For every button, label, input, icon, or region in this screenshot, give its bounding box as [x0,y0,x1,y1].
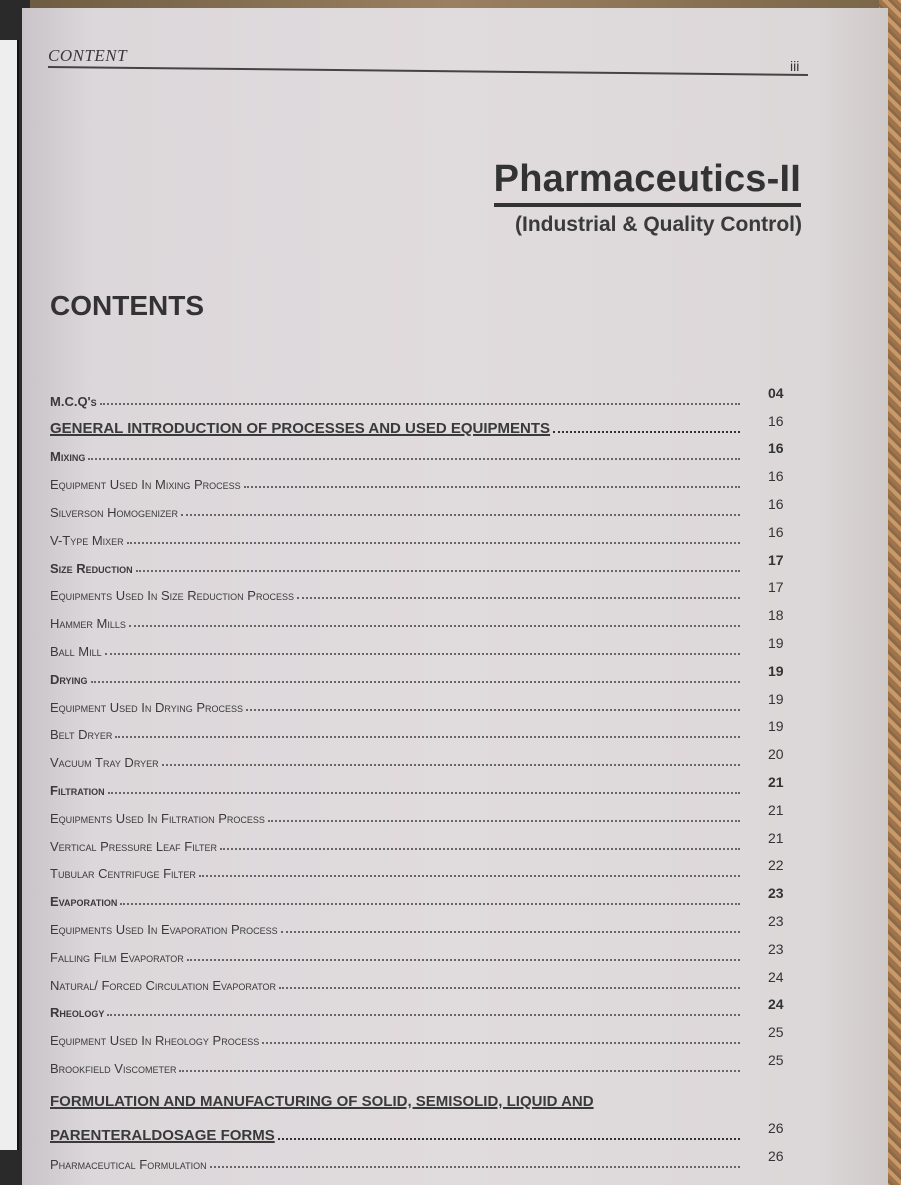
toc-entry-title: V-Type Mixer [50,532,124,548]
toc-entry [50,464,810,492]
dot-leader [199,875,740,877]
toc-entry-title: Natural/ Forced Circulation Evaporator [50,977,277,993]
document-page [22,8,888,1185]
dot-leader [244,486,740,488]
dot-leader [553,431,740,433]
toc-entry-page: 17 [768,551,784,568]
toc-entry-page: 25 [768,1051,784,1068]
toc-entry-title: Equipments Used In Filtration Process [50,810,265,826]
table-of-contents [50,381,810,1172]
toc-entry-page: 22 [768,857,784,874]
toc-entry-page: 16 [768,523,784,540]
toc-entry [50,742,810,770]
toc-entry [50,993,810,1021]
dot-leader [100,403,740,405]
dot-leader [129,625,740,627]
toc-entry-title: Equipment Used In Rheology Process [50,1033,260,1049]
toc-entry-page: 24 [768,968,784,985]
dot-leader [268,820,740,822]
toc-entry [50,1076,810,1110]
toc-entry-title: Evaporation [50,894,118,910]
toc-entry [50,492,810,520]
toc-entry [50,715,810,743]
toc-entry-page: 21 [768,801,784,818]
toc-entry-title: PARENTERALDOSAGE FORMS [50,1126,275,1144]
toc-entry-title: Vacuum Tray Dryer [50,755,159,771]
toc-entry-title: Brookfield Viscometer [50,1060,177,1076]
toc-entry-page: 19 [768,718,784,735]
toc-entry [50,659,810,687]
toc-entry [50,1020,810,1048]
toc-entry [50,798,810,826]
dot-leader [179,1070,740,1072]
toc-entry [50,909,810,937]
toc-entry-page: 16 [768,495,784,512]
toc-entry [50,409,810,437]
toc-entry-title: Mixing [50,449,86,465]
book-title: Pharmaceutics-II [494,158,801,207]
header-rule [48,66,808,76]
toc-entry [50,687,810,715]
dot-leader [297,597,740,599]
toc-entry-page: 19 [768,690,784,707]
toc-entry-title: Ball Mill [50,643,102,659]
dot-leader [115,736,740,738]
dot-leader [91,681,740,683]
toc-entry-page: 17 [768,579,784,596]
toc-entry-page: 21 [768,829,784,846]
toc-entry-title: GENERAL INTRODUCTION OF PROCESSES AND USED EQUIPMENTS [50,419,551,437]
toc-entry [50,937,810,965]
toc-entry-page: 20 [768,746,784,763]
toc-entry [50,770,810,798]
toc-entry [50,854,810,882]
toc-entry-page: 25 [768,1024,784,1041]
dot-leader [187,959,740,961]
dot-leader [120,903,740,905]
toc-entry-page: 18 [768,607,784,624]
toc-entry [50,631,810,659]
dot-leader [105,653,740,655]
dot-leader [108,792,740,794]
toc-entry [50,826,810,854]
dot-leader [181,514,740,516]
dot-leader [278,1138,740,1140]
toc-entry [50,381,810,409]
contents-heading: CONTENTS [50,290,204,321]
dot-leader [281,931,740,933]
toc-entry-page: 24 [768,996,784,1013]
toc-entry-page: 04 [768,384,784,401]
toc-entry-title: Falling Film Evaporator [50,949,184,965]
toc-entry-page: 16 [768,440,784,457]
toc-entry [50,1048,810,1076]
toc-entry-page: 26 [768,1119,784,1136]
toc-entry-page: 16 [768,468,784,485]
book-subtitle: (Industrial & Quality Control) [515,213,802,236]
toc-entry-page: 19 [768,662,784,679]
toc-entry [50,520,810,548]
dot-leader [262,1042,740,1044]
toc-entry-page: 26 [768,1147,784,1164]
toc-entry-title: Equipment Used In Drying Process [50,699,244,715]
toc-entry-title: Rheology [50,1005,105,1021]
toc-entry-page: 23 [768,912,784,929]
toc-entry [50,1110,810,1144]
toc-entry-page: 23 [768,940,784,957]
toc-entry [50,603,810,631]
toc-entry-title: Drying [50,671,88,687]
running-head: CONTENT [48,46,128,65]
toc-entry-title: Pharmaceutical Formulation [50,1156,207,1172]
toc-entry-page: 19 [768,634,784,651]
dot-leader [279,987,740,989]
toc-entry-title: Size Reduction [50,560,133,576]
toc-entry [50,965,810,993]
toc-entry-title: FORMULATION AND MANUFACTURING OF SOLID, SEMISOLID, LIQUID AND [50,1092,594,1110]
toc-entry-title: Filtration [50,782,105,798]
toc-entry-title: M.C.Q's [50,393,97,409]
toc-entry-title: Equipment Used In Mixing Process [50,477,241,493]
dot-leader [88,458,740,460]
dot-leader [162,764,740,766]
toc-entry-title: Hammer Mills [50,616,126,632]
toc-entry-title: Silverson Homogenizer [50,504,179,520]
toc-entry-title: Tubular Centrifuge Filter [50,866,196,882]
toc-entry [50,437,810,465]
dot-leader [136,570,740,572]
toc-entry [50,881,810,909]
toc-entry [50,548,810,576]
dot-leader [246,709,740,711]
toc-entry [50,1144,810,1172]
page-number: iii [790,58,800,74]
toc-entry-title: Equipments Used In Size Reduction Process [50,588,294,604]
toc-entry-title: Belt Dryer [50,727,113,743]
dot-leader [127,542,740,544]
toc-entry-page: 16 [768,412,784,429]
toc-entry-title: Equipments Used In Evaporation Process [50,921,278,937]
toc-entry [50,576,810,604]
toc-entry-title: Vertical Pressure Leaf Filter [50,838,218,854]
toc-entry-page: 23 [768,885,784,902]
dot-leader [107,1014,740,1016]
dot-leader [220,848,740,850]
dot-leader [210,1166,740,1168]
toc-entry-page: 21 [768,773,784,790]
